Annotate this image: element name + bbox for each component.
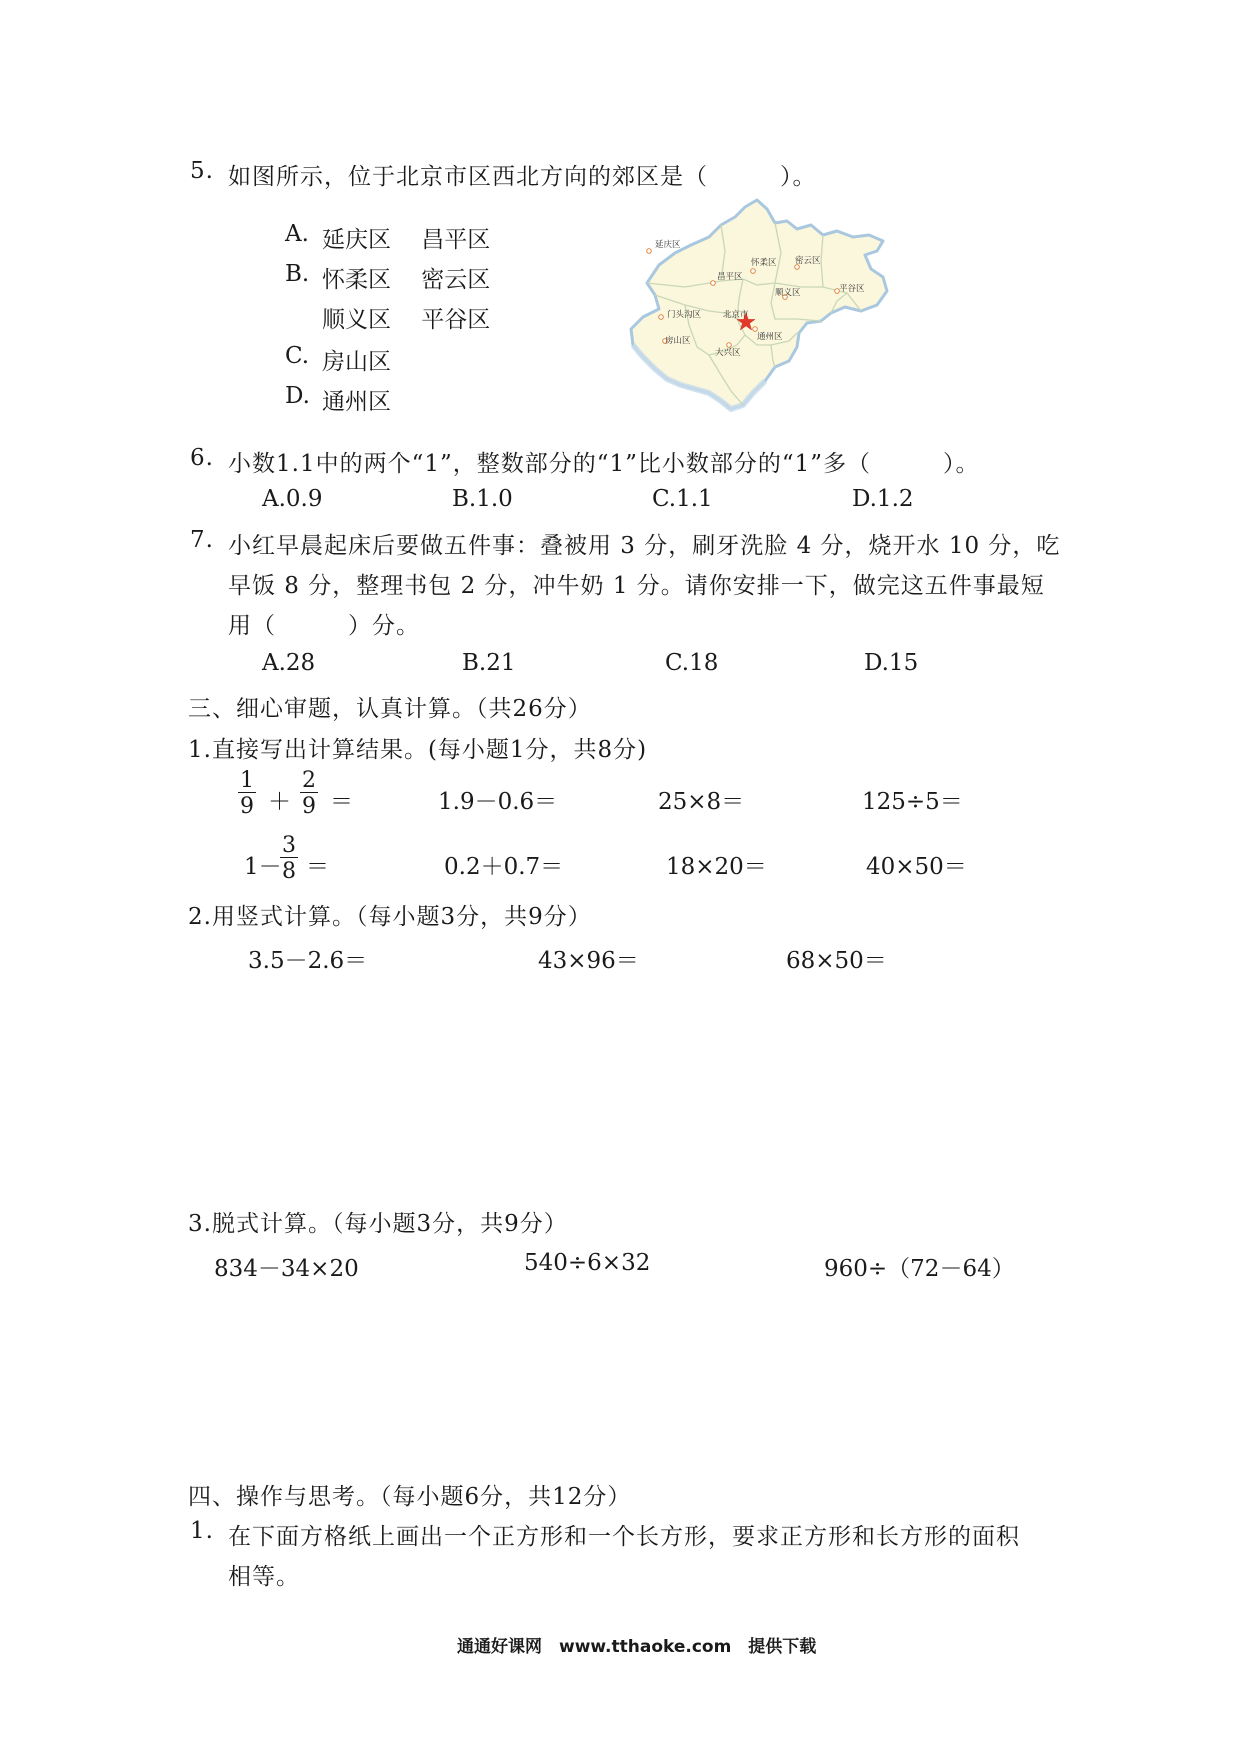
q7-option-d: D.15 <box>864 650 919 676</box>
q5-option-b-text: 怀柔区 密云区 <box>322 267 491 293</box>
q7-option-c: C.18 <box>665 650 719 676</box>
fraction-denominator: 9 <box>302 794 316 819</box>
oral-calc-item: 40×50＝ <box>866 854 967 880</box>
section4-title: 四、操作与思考。（每小题6分，共12分） <box>188 1484 632 1510</box>
oral-calc-item: 25×8＝ <box>658 789 745 815</box>
footer-credit: 通通好课网 www.tthaoke.com 提供下载 <box>457 1637 817 1657</box>
q5-option-a-text: 延庆区 昌平区 <box>322 227 491 253</box>
plus-sign: ＋ <box>268 789 291 815</box>
stepwise-calc-item: 960÷（72－64） <box>824 1256 1015 1282</box>
vertical-calc-item: 68×50＝ <box>786 948 887 974</box>
beijing-district-map <box>625 195 895 430</box>
map-label-pinggu: 平谷区 <box>839 284 865 294</box>
tongzhou-dot <box>753 327 758 332</box>
map-label-mentougou: 门头沟区 <box>667 310 702 320</box>
map-label-fangshan: 房山区 <box>665 336 691 346</box>
q7-number: 7. <box>190 527 214 553</box>
oral-calc-item: 1.9－0.6＝ <box>438 789 558 815</box>
q7-text-line3: 用（ ）分。 <box>228 613 420 639</box>
q7-text-line2: 早饭 8 分，整理书包 2 分，冲牛奶 1 分。请你安排一下，做完这五件事最短 <box>228 573 1045 599</box>
stepwise-calc-item: 834－34×20 <box>214 1256 359 1282</box>
q7-option-b: B.21 <box>462 650 516 676</box>
fraction-three-eighths <box>280 835 298 883</box>
yanqing-dot <box>647 249 652 254</box>
oral-calc-item: 0.2＋0.7＝ <box>444 854 564 880</box>
q6-option-d: D.1.2 <box>852 486 914 512</box>
section4-q1-number: 1. <box>190 1518 214 1544</box>
section4-q1-line1: 在下面方格纸上画出一个正方形和一个长方形，要求正方形和长方形的面积 <box>228 1524 1020 1550</box>
q6-number: 6. <box>190 445 214 471</box>
q5-option-c-text: 房山区 <box>322 349 391 375</box>
map-label-shunyi: 顺义区 <box>775 288 801 298</box>
vertical-calc-item: 3.5－2.6＝ <box>248 948 368 974</box>
q7-option-a: A.28 <box>262 650 316 676</box>
map-label-beijing: 北京市 <box>723 310 749 320</box>
fraction-denominator: 9 <box>240 794 254 819</box>
daxing-dot <box>727 343 732 348</box>
q6-option-b: B.1.0 <box>452 486 513 512</box>
q6-text: 小数1.1中的两个“1”，整数部分的“1”比小数部分的“1”多（ ）。 <box>228 451 980 477</box>
vertical-calc-item: 43×96＝ <box>538 948 639 974</box>
q5-number: 5. <box>190 158 214 184</box>
q5-option-d-letter: D. <box>285 383 310 409</box>
equals-sign: ＝ <box>306 854 329 880</box>
fraction-numerator: 3 <box>282 833 296 858</box>
fraction-numerator: 2 <box>302 768 316 793</box>
one-minus: 1－ <box>244 854 282 880</box>
equals-sign: ＝ <box>330 789 353 815</box>
q5-text: 如图所示，位于北京市区西北方向的郊区是（ ）。 <box>228 164 817 190</box>
q6-option-a: A.0.9 <box>262 486 323 512</box>
q7-text-line1: 小红早晨起床后要做五件事：叠被用 3 分，刷牙洗脸 4 分，烧开水 10 分，吃 <box>228 533 1061 559</box>
section3-part1-title: 1.直接写出计算结果。(每小题1分，共8分) <box>188 737 648 763</box>
section3-part2-title: 2.用竖式计算。（每小题3分，共9分） <box>188 904 592 930</box>
map-label-huairou: 怀柔区 <box>751 258 777 268</box>
q5-option-c-letter: C. <box>285 343 310 369</box>
q5-option-b-letter: B. <box>285 261 310 287</box>
fraction-numerator: 1 <box>240 768 254 793</box>
q6-option-c: C.1.1 <box>652 486 713 512</box>
huairou-dot <box>751 269 756 274</box>
fraction-denominator: 8 <box>282 859 296 884</box>
map-label-yanqing: 延庆区 <box>655 240 681 250</box>
map-label-daxing: 大兴区 <box>715 348 741 358</box>
section3-title: 三、细心审题，认真计算。（共26分） <box>188 696 592 722</box>
section3-part3-title: 3.脱式计算。（每小题3分，共9分） <box>188 1211 568 1237</box>
oral-calc-item: 18×20＝ <box>666 854 767 880</box>
map-label-tongzhou: 通州区 <box>757 332 783 342</box>
q5-option-d-text: 通州区 <box>322 389 391 415</box>
stepwise-calc-item: 540÷6×32 <box>524 1250 651 1276</box>
section4-q1-line2: 相等。 <box>228 1564 300 1590</box>
fraction-one-ninth <box>238 770 256 818</box>
changping-dot <box>711 281 716 286</box>
mentougou-dot <box>659 315 664 320</box>
fraction-two-ninths <box>300 770 318 818</box>
q5-option-b-text-2: 顺义区 平谷区 <box>322 307 491 333</box>
map-label-changping: 昌平区 <box>717 272 743 282</box>
oral-calc-item: 125÷5＝ <box>862 789 963 815</box>
map-label-miyun: 密云区 <box>795 256 821 266</box>
q5-option-a-letter: A. <box>285 221 309 247</box>
